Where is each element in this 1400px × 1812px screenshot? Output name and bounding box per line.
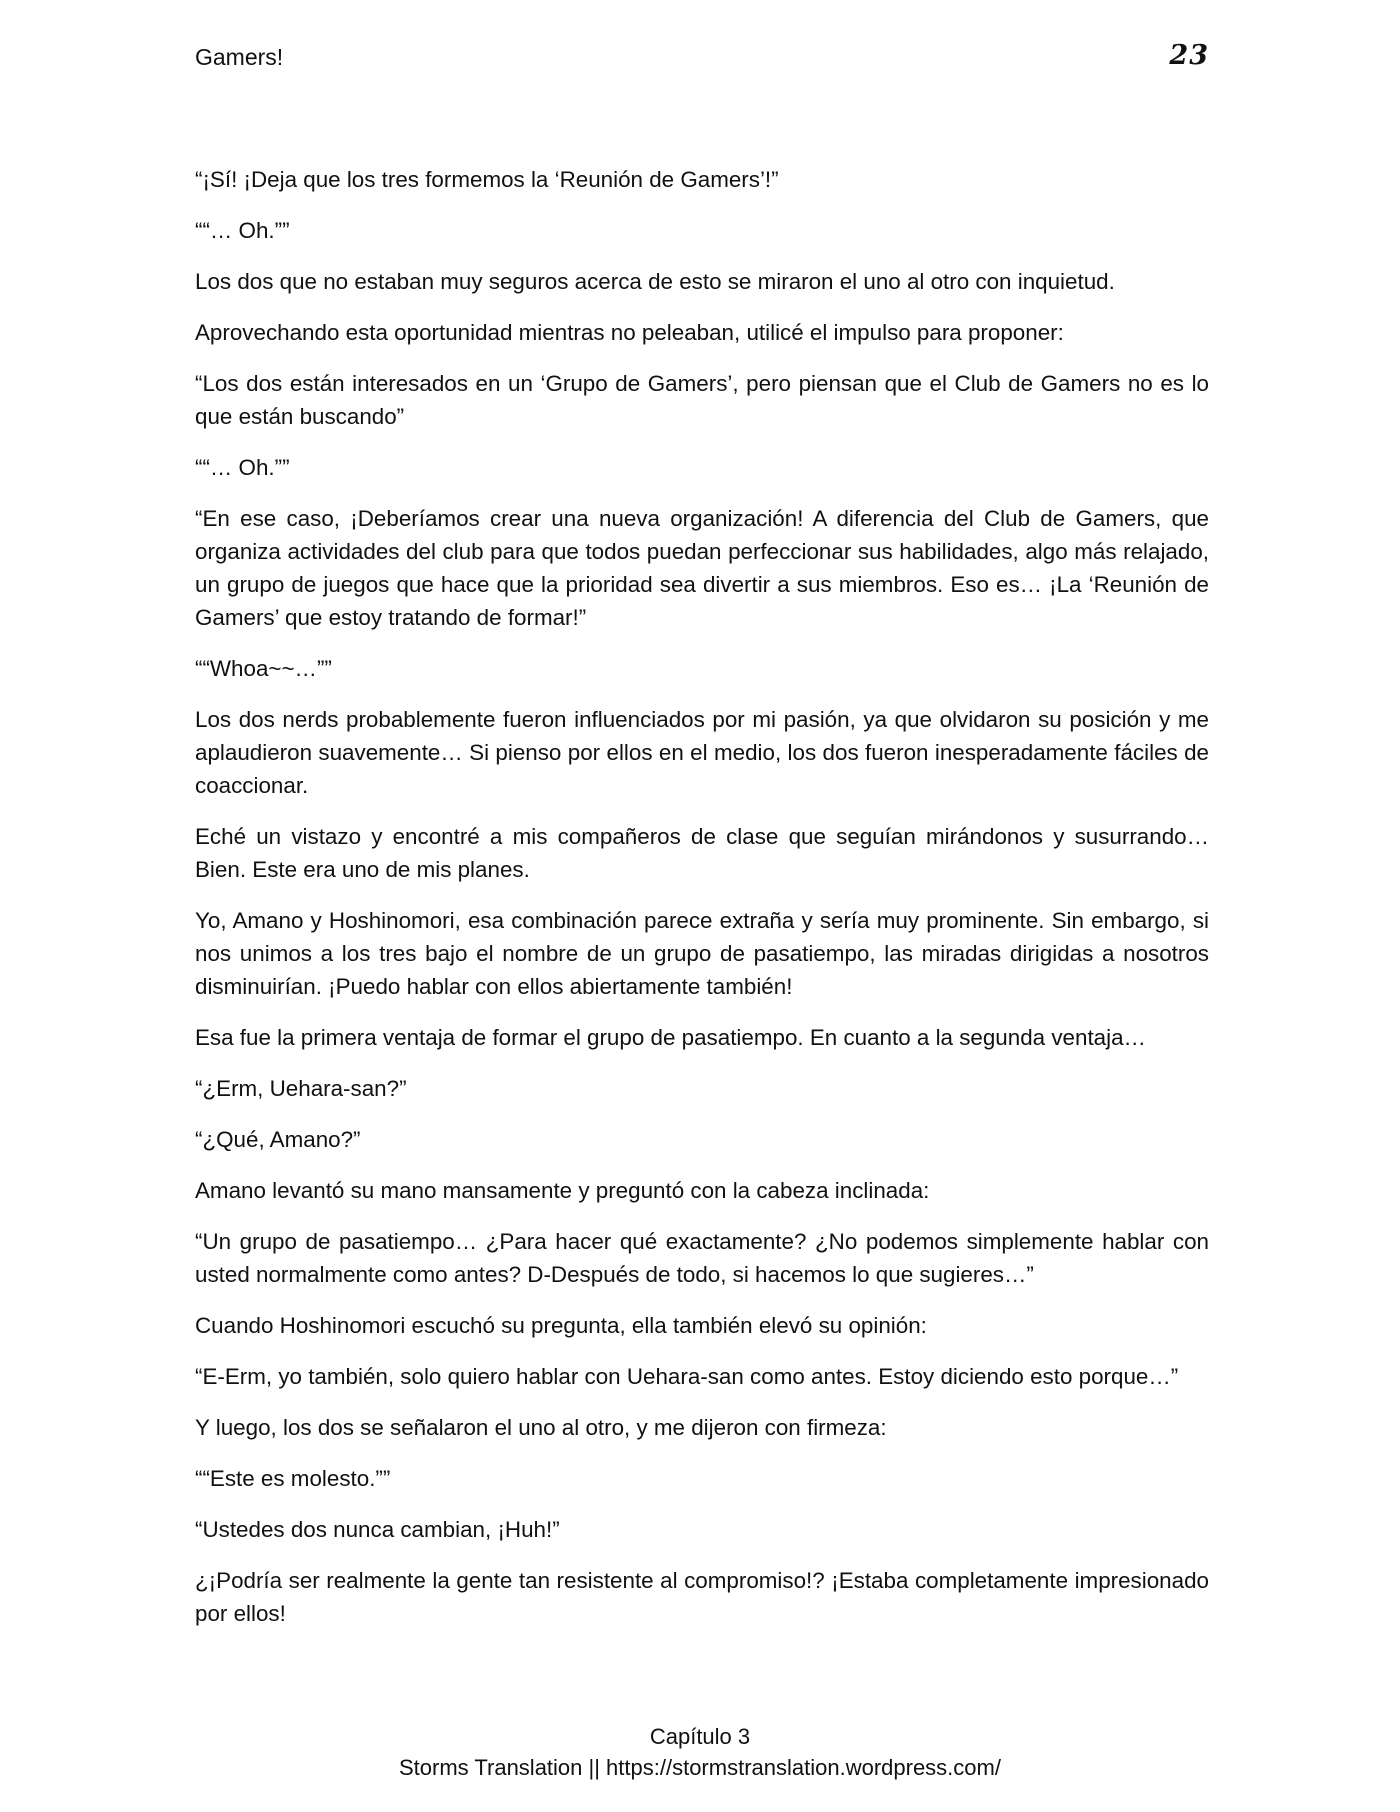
paragraph: Los dos que no estaban muy seguros acerca de esto se miraron el uno al otro con inquietud.	[195, 269, 1115, 294]
paragraph: Eché un vistazo y encontré a mis compañeros de clase que seguían mirándonos y susurrando… Bien. Este era uno de mis planes.	[195, 824, 1209, 882]
book-title: Gamers!	[195, 44, 284, 70]
paragraph: “Un grupo de pasatiempo… ¿Para hacer qué exactamente? ¿No podemos simplemente hablar con usted normalmente como antes? D-Después de todo, si hacemos lo que sugieres…”	[195, 1229, 1209, 1287]
paragraph: Yo, Amano y Hoshinomori, esa combinación parece extraña y sería muy prominente. Sin embargo, si nos unimos a los tres bajo el nombre de un grupo de pasatiempo, las miradas dirigidas a nosotros disminuirían. ¡Puedo hablar con ellos abiertamente también!	[195, 908, 1209, 999]
paragraph: ¿¡Podría ser realmente la gente tan resistente al compromiso!? ¡Estaba completamente impresionado por ellos!	[195, 1568, 1209, 1626]
page-number: 23	[1169, 40, 1209, 71]
paragraph: Los dos nerds probablemente fueron influenciados por mi pasión, ya que olvidaron su posición y me aplaudieron suavemente… Si pienso por ellos en el medio, los dos fueron inesperadamente fáciles de coaccionar.	[195, 707, 1209, 798]
paragraph: “Ustedes dos nunca cambian, ¡Huh!”	[195, 1517, 560, 1542]
paragraph: Aprovechando esta oportunidad mientras no peleaban, utilicé el impulso para proponer:	[195, 320, 1064, 345]
paragraph: ““Whoa~~…””	[195, 656, 332, 681]
paragraph: Y luego, los dos se señalaron el uno al otro, y me dijeron con firmeza:	[195, 1415, 887, 1440]
chapter-label: Capítulo 3	[649, 1724, 751, 1749]
paragraph: “Los dos están interesados en un ‘Grupo de Gamers’, pero piensan que el Club de Gamers no es lo que están buscando”	[195, 371, 1209, 429]
paragraph: Amano levantó su mano mansamente y preguntó con la cabeza inclinada:	[195, 1178, 930, 1203]
paragraph: ““Este es molesto.””	[195, 1466, 391, 1491]
paragraph: ““… Oh.””	[195, 218, 290, 243]
translation-credit: Storms Translation || https://stormstranslation.wordpress.com/	[399, 1755, 1001, 1780]
paragraph: “¿Qué, Amano?”	[195, 1127, 361, 1152]
paragraph: “¿Erm, Uehara-san?”	[195, 1076, 407, 1101]
paragraph: “¡Sí! ¡Deja que los tres formemos la ‘Reunión de Gamers’!”	[195, 167, 779, 192]
paragraph: Esa fue la primera ventaja de formar el grupo de pasatiempo. En cuanto a la segunda ventaja…	[195, 1025, 1146, 1050]
paragraph: Cuando Hoshinomori escuchó su pregunta, ella también elevó su opinión:	[195, 1313, 927, 1338]
page-footer	[0, 1721, 1400, 1783]
paragraph: “En ese caso, ¡Deberíamos crear una nueva organización! A diferencia del Club de Gamers, que organiza actividades del club para que todos puedan perfeccionar sus habilidades, algo más relajado, un grupo de juegos que hace que la prioridad sea divertir a sus miembros. Eso es… ¡La ‘Reunión de Gamers’ que estoy tratando de formar!”	[195, 506, 1209, 630]
page-header	[195, 42, 1209, 82]
paragraph: ““… Oh.””	[195, 455, 290, 480]
body-text	[195, 163, 1209, 1648]
paragraph: “E-Erm, yo también, solo quiero hablar con Uehara-san como antes. Estoy diciendo esto porque…”	[195, 1364, 1179, 1389]
